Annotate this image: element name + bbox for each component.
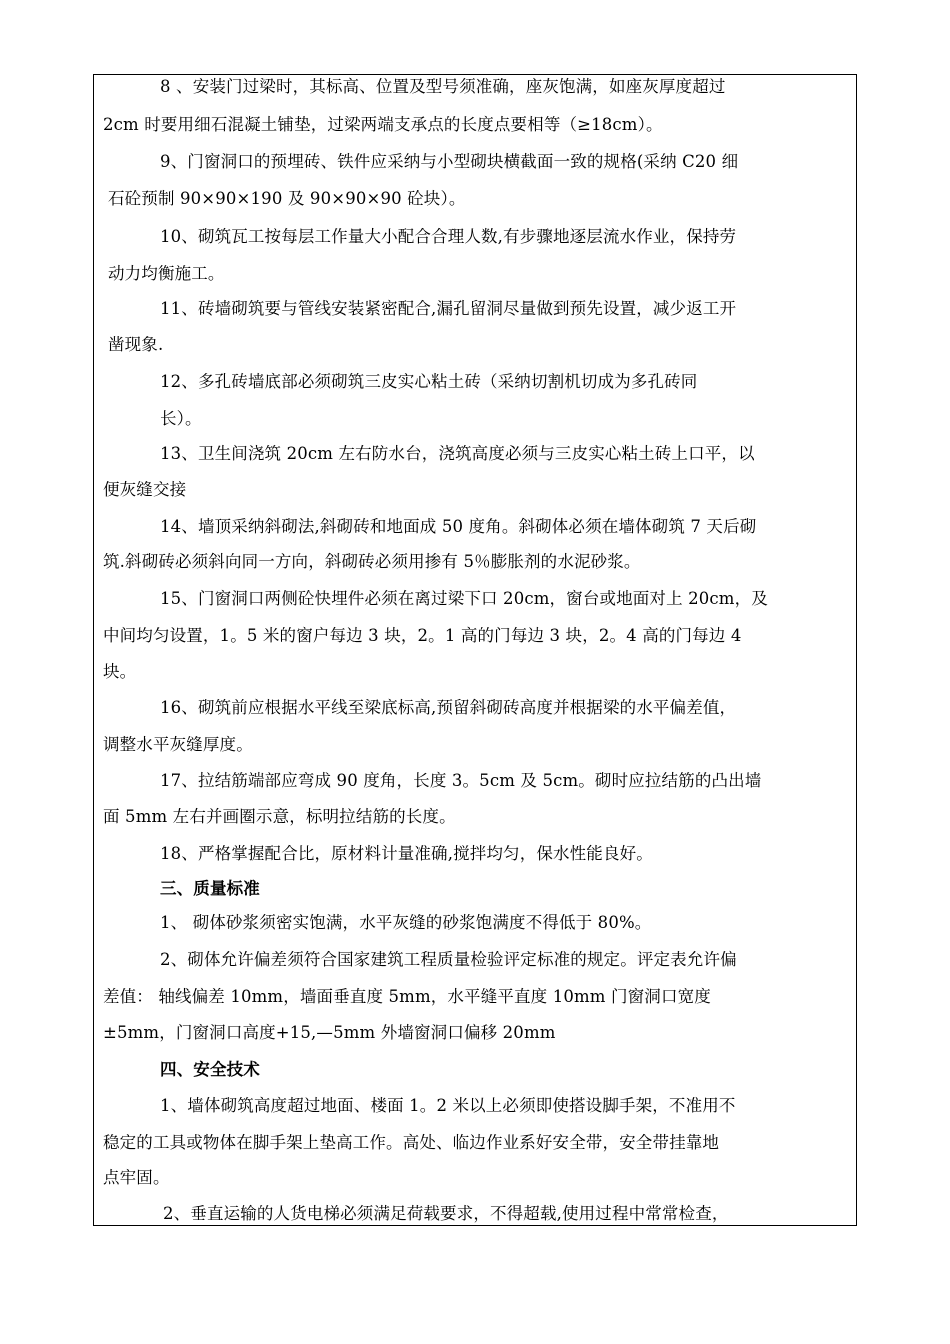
text-line: 1、 砌体砂浆须密实饱满，水平灰缝的砂浆饱满度不得低于 80%。: [160, 913, 652, 932]
text-line: 点牢固。: [103, 1168, 170, 1187]
text-line: 12、多孔砖墙底部必须砌筑三皮实心粘土砖（采纳切割机切成为多孔砖同: [160, 372, 698, 391]
text-line: ±5mm，门窗洞口高度+15,—5mm 外墙窗洞口偏移 20mm: [103, 1023, 556, 1042]
section-heading-safety: 四、安全技术: [160, 1060, 260, 1079]
text-line: 8 、安装门过梁时，其标高、位置及型号须准确，座灰饱满，如座灰厚度超过: [160, 77, 726, 96]
text-line: 2cm 时要用细石混凝土铺垫，过梁两端支承点的长度点要相等（≥18cm）。: [103, 115, 663, 134]
text-line: 9、门窗洞口的预埋砖、铁件应采纳与小型砌块横截面一致的规格(采纳 C20 细: [160, 152, 739, 171]
text-line: 13、卫生间浇筑 20cm 左右防水台，浇筑高度必须与三皮实心粘土砖上口平，以: [160, 444, 755, 463]
text-line: 10、砌筑瓦工按每层工作量大小配合合理人数,有步骤地逐层流水作业，保持劳: [160, 227, 737, 246]
text-line: 便灰缝交接: [103, 480, 187, 499]
text-line: 2、垂直运输的人货电梯必须满足荷载要求，不得超载,使用过程中常常检查，: [163, 1204, 729, 1223]
section-heading-quality: 三、质量标准: [160, 879, 260, 898]
text-line: 14、墙顶采纳斜砌法,斜砌砖和地面成 50 度角。斜砌体必须在墙体砌筑 7 天后砌: [160, 517, 757, 536]
text-line: 18、严格掌握配合比，原材料计量准确,搅拌均匀，保水性能良好。: [160, 844, 653, 863]
text-line: 1、墙体砌筑高度超过地面、楼面 1。2 米以上必须即使搭设脚手架，不准用不: [160, 1096, 736, 1115]
text-line: 稳定的工具或物体在脚手架上垫高工作。高处、临边作业系好安全带，安全带挂靠地: [103, 1133, 720, 1152]
text-line: 块。: [103, 662, 137, 681]
text-line: 石砼预制 90×90×190 及 90×90×90 砼块）。: [108, 189, 466, 208]
text-line: 凿现象.: [108, 335, 164, 354]
text-line: 面 5mm 左右并画圈示意，标明拉结筋的长度。: [103, 807, 456, 826]
text-line: 15、门窗洞口两侧砼快埋件必须在离过梁下口 20cm，窗台或地面对上 20cm，及: [160, 589, 768, 608]
text-line: 17、拉结筋端部应弯成 90 度角，长度 3。5cm 及 5cm。砌时应拉结筋的凸出墙: [160, 771, 762, 790]
text-line: 长）。: [160, 409, 202, 428]
text-line: 调整水平灰缝厚度。: [103, 735, 253, 754]
text-line: 16、砌筑前应根据水平线至梁底标高,预留斜砌砖高度并根据梁的水平偏差值，: [160, 698, 737, 717]
text-line: 差值： 轴线偏差 10mm，墙面垂直度 5mm，水平缝平直度 10mm 门窗洞口宽度: [103, 987, 711, 1006]
text-line: 中间均匀设置，1。5 米的窗户每边 3 块，2。1 高的门每边 3 块，2。4 高的门每边 4: [103, 626, 742, 645]
text-line: 2、砌体允许偏差须符合国家建筑工程质量检验评定标准的规定。评定表允许偏: [160, 950, 737, 969]
text-line: 11、砖墙砌筑要与管线安装紧密配合,漏孔留洞尽量做到预先设置，减少返工开: [160, 299, 737, 318]
text-line: 动力均衡施工。: [108, 264, 225, 283]
text-line: 筑.斜砌砖必须斜向同一方向，斜砌砖必须用掺有 5％膨胀剂的水泥砂浆。: [103, 552, 641, 571]
